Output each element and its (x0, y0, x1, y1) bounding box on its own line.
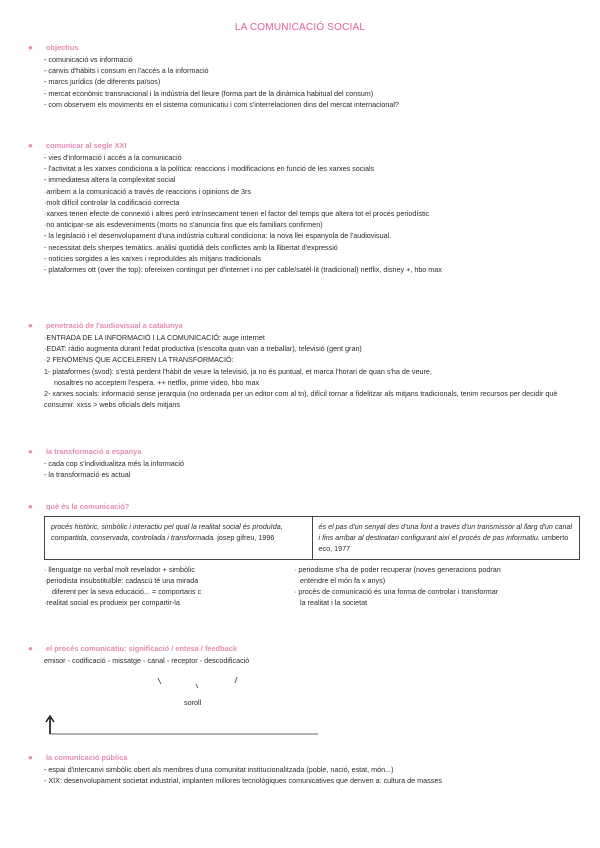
list-item: - mercat econòmic transnacional i la indústria del lleure (forma part de la dinàmica habitual del consum) (44, 88, 374, 98)
section-heading: ● la comunicació pública (28, 753, 128, 762)
list-item: entendre el món fa x anys) (300, 575, 386, 585)
noise-diagram (28, 672, 388, 732)
section-heading: ● la transformació a espanya (28, 447, 142, 456)
section-proces-comunicatiu (28, 643, 583, 666)
section-heading: ● el procés comunicatiu: significació / entesa / feedback (28, 644, 237, 653)
list-item: - espai d'intercanvi simbòlic obert als membres d'una comunitat institucionalitzada (poble, nació, estat, món...) (44, 765, 394, 774)
definition-gifreu: procés històric, simbòlic i interactiu pel qual la realitat social és produïda, compartida, conservada, controlada i transformada. josep gifreu, 1996 (45, 517, 313, 560)
section-audiovisual-catalunya (28, 320, 583, 410)
section-heading: ● què és la comunicació? (28, 502, 130, 511)
definitions-table (44, 516, 580, 560)
list-item: - canvis d'hàbits i consum en l'accés a la informació (44, 66, 209, 76)
section-segle-xxi (28, 140, 583, 275)
list-item: nosaltres no acceptem l'espera. ++ netflix, prime video, hbo max (54, 377, 260, 387)
page-title: LA COMUNICACIÓ SOCIAL (234, 22, 366, 33)
bullet-icon: ● (28, 502, 33, 511)
bullet-icon: ● (28, 447, 33, 456)
bullet-icon: ● (28, 644, 33, 653)
list-item: diferent per la seva educació... = comportaris c (52, 587, 202, 597)
list-item: · llenguatge no verbal molt revelador + simbòlic (44, 564, 195, 574)
list-item: - XIX: desenvolupament societat industrial, implanten millores tecnològiques comunicatives que deriven a: cultura de masses (44, 776, 442, 786)
list-item: 1- plataformes (svod): s'està perdent l'hàbit de veure la televisió, ja no és puntual, et marca l'horari de quan s'ha de veure, (44, 366, 432, 376)
list-item: - vies d'informació i accés a la comunicació (44, 153, 182, 162)
list-item: - notícies sorgides a les xarxes i reproduïdes als mitjans tradicionals (44, 253, 261, 263)
communication-chain: emisor ◦ codificació ◦ missatge ◦ canal ◦ receptor ◦ descodificació (44, 656, 250, 665)
arrow-stroke (158, 678, 161, 684)
noise-diagram-lines (28, 672, 388, 742)
definition-eco: és el pas d'un senyal des d'una font a través d'un transmissor al llarg d'un canal i fins arribar al destinatari configurant així el procés de pas informatiu. umberto eco, 1977 (312, 517, 580, 560)
list-item: ·arribem a la comunicació a través de reaccions i opinions de 3rs (44, 186, 251, 196)
list-item: - l'activitat a les xarxes condiciona a la política: reaccions i modificacions en funció de les xarxes socials (44, 164, 375, 174)
list-item: - la transformació es actual (44, 470, 131, 480)
list-item: la realitat i la societat (300, 598, 368, 608)
list-item: ·realitat social es produeix per compartir-la (44, 598, 180, 608)
bullet-icon: ● (28, 141, 33, 150)
list-item: - plataformes ott (over the top): ofereixen contingut per d'internet i no per cable/satèl·lit (tradicional) netflix, disney +, hbo max (44, 265, 442, 275)
list-item: ·xarxes tenen efecte de connexió i altres però intrínsecament tenen el factor del temps que altera tot el procés periodístic (44, 209, 430, 219)
list-item: - comunicació vs informació (44, 55, 133, 64)
list-item: ·no anticipar-se als esdeveniments (morts no s'anuncia fins que els familiars confirmen) (44, 220, 323, 230)
bullet-icon: ● (28, 43, 33, 52)
section-transformacio-espanya (28, 446, 583, 480)
section-que-es-comunicacio (28, 501, 583, 608)
list-item: ·periodista insubstituïble: cadascú té una mirada (44, 575, 199, 585)
arrow-stroke (196, 684, 198, 688)
noise-label: soroll (184, 698, 202, 707)
section-heading: ● comunicar al segle XXI (28, 141, 127, 150)
list-item: - immediatesa altera la complexitat social (44, 175, 176, 185)
bullet-icon: ● (28, 321, 33, 330)
list-item: ·molt difícil controlar la codificació correcta (44, 197, 180, 207)
notes-right (294, 564, 569, 609)
section-heading: ● penetració de l'audiovisual a catalunya (28, 321, 183, 330)
list-item: · procés de comunicació és una forma de controlar i transformar (294, 587, 499, 597)
list-item: - cada cop s'individualitza més la informació (44, 459, 184, 468)
list-item: ·ENTRADA DE LA INFORMACIÓ I LA COMUNICACIÓ: auge internet (44, 333, 265, 342)
arrow-stroke (235, 677, 237, 683)
list-item: - la legislació i el desenvolupament d'una indústria cultural condiciona: la nova llei espanyola de l'audiovisual. (44, 231, 392, 241)
list-item: - marcs jurídics (de diferents països) (44, 77, 161, 87)
author: josep gifreu, 1996 (217, 533, 275, 543)
list-item: ·2 FENÒMENS QUE ACCELEREN LA TRANSFORMACIÓ: (44, 355, 234, 365)
bullet-icon: ● (28, 753, 33, 762)
list-item: 2- xarxes socials: informació sense jerarquia (no ordenada per un editor com al tn), difícil tornar a fidelitzar als mitjans tradicionals, tenim recursos per decidir què consumir. xxss > webs oficials dels mitjans (44, 389, 558, 410)
author: umberto eco, 1977 (318, 533, 569, 554)
list-item: - com observem els moviments en el sistema comunicatiu i com s'interrelacionen dins del mercat internacional? (44, 99, 399, 109)
list-item: ·EDAT: ràdio augmenta durant l'edat productiva (s'escolta quan van a treballar), televisió (gent gran) (44, 344, 362, 354)
section-objectius (28, 42, 583, 110)
section-heading: ● objectius (28, 43, 79, 52)
list-item: · periodisme s'ha de poder recuperar (noves generacions podran (294, 564, 501, 574)
list-item: - necessitat dels sherpes temàtics. anàlisi quotidià dels conflictes amb la llibertat d'expressió (44, 242, 338, 252)
notes-left (44, 564, 294, 609)
section-comunicacio-publica (28, 752, 583, 786)
